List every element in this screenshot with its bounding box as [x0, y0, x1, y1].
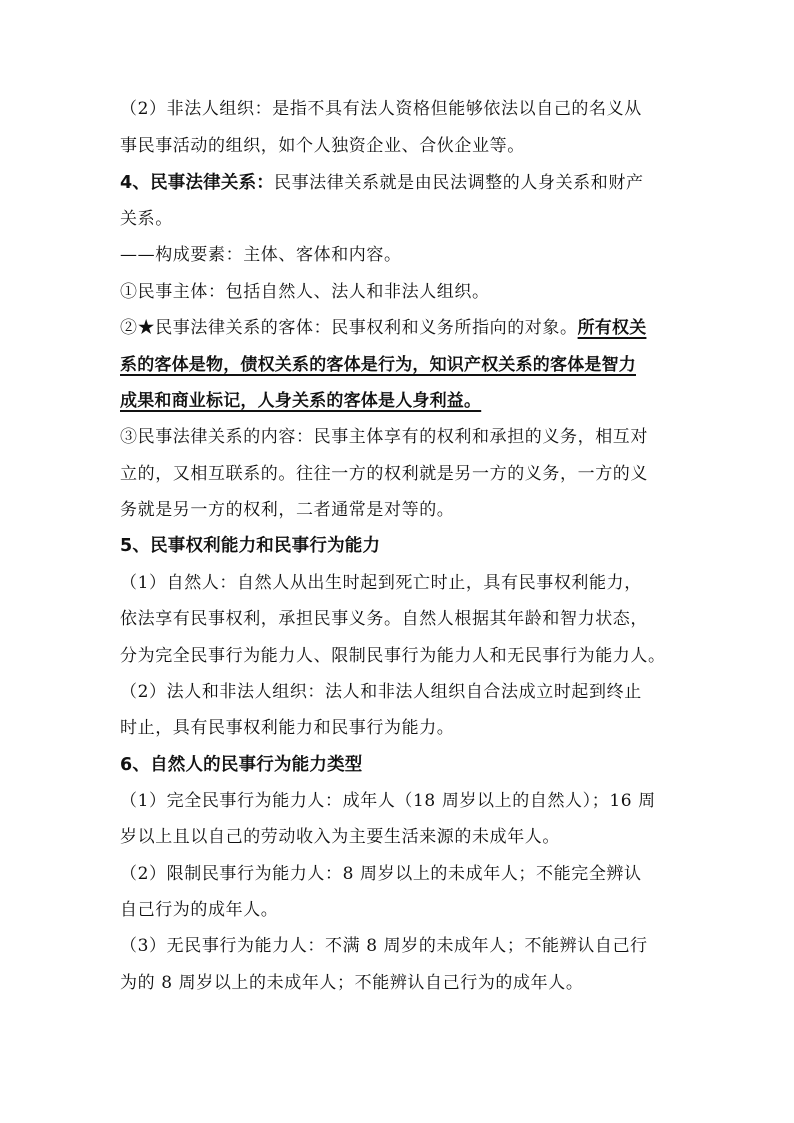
legal-person-capacity-line-2: 时止，具有民事权利能力和民事行为能力。: [120, 718, 455, 738]
no-capacity-line-1: （3）无民事行为能力人：不满 8 周岁的未成年人；不能辨认自己行: [120, 936, 648, 956]
civil-object-emphasis-line-2: 系的客体是物，债权关系的客体是行为，知识产权关系的客体是智力: [120, 355, 636, 375]
civil-content-item-line-3: 务就是另一方的权利，二者通常是对等的。: [120, 500, 455, 520]
composition-elements: ——构成要素：主体、客体和内容。: [120, 245, 402, 265]
legal-person-capacity-line-1: （2）法人和非法人组织：法人和非法人组织自合法成立时起到终止: [120, 682, 642, 702]
civil-subject-item: ①民事主体：包括自然人、法人和非法人组织。: [120, 282, 490, 302]
section-4-heading-text: 民事法律关系就是由民法调整的人身关系和财产: [273, 173, 644, 193]
full-capacity-line-2: 岁以上且以自己的劳动收入为主要生活来源的未成年人。: [120, 827, 560, 847]
civil-object-item-line-1: [120, 317, 680, 339]
civil-object-emphasis-1: 所有权关: [577, 318, 647, 338]
section-6-heading: 6、自然人的民事行为能力类型: [120, 755, 363, 775]
civil-object-plain-text: ②★民事法律关系的客体：民事权利和义务所指向的对象。: [120, 318, 578, 338]
full-capacity-line-1: （1）完全民事行为能力人：成年人（18 周岁以上的自然人）；16 周: [120, 791, 656, 811]
natural-person-capacity-line-1: （1）自然人：自然人从出生时起到死亡时止，具有民事权利能力，: [120, 573, 642, 593]
section-4-heading-title: 4、民事法律关系：: [120, 173, 274, 193]
natural-person-capacity-line-2: 依法享有民事权利，承担民事义务。自然人根据其年龄和智力状态，: [120, 609, 648, 629]
limited-capacity-line-1: （2）限制民事行为能力人：8 周岁以上的未成年人；不能完全辨认: [120, 864, 642, 884]
paragraph-non-legal-org-line-1: （2）非法人组织：是指不具有法人资格但能够依法以自己的名义从: [120, 99, 642, 119]
paragraph-non-legal-org-line-2: 事民事活动的组织，如个人独资企业、合伙企业等。: [120, 136, 525, 156]
section-4-heading-line-2: 关系。: [120, 209, 173, 229]
no-capacity-line-2: 为的 8 周岁以上的未成年人；不能辨认自己行为的成年人。: [120, 973, 584, 993]
section-4-heading: [120, 172, 680, 194]
civil-object-emphasis-line-3: 成果和商业标记，人身关系的客体是人身利益。: [120, 391, 482, 411]
civil-content-item-line-1: ③民事法律关系的内容：民事主体享有的权利和承担的义务，相互对: [120, 427, 648, 447]
natural-person-capacity-line-3: 分为完全民事行为能力人、限制民事行为能力人和无民事行为能力人。: [120, 646, 666, 666]
civil-content-item-line-2: 立的，又相互联系的。往往一方的权利就是另一方的义务，一方的义: [120, 464, 648, 484]
section-5-heading: 5、民事权利能力和民事行为能力: [120, 536, 381, 556]
limited-capacity-line-2: 自己行为的成年人。: [120, 900, 279, 920]
